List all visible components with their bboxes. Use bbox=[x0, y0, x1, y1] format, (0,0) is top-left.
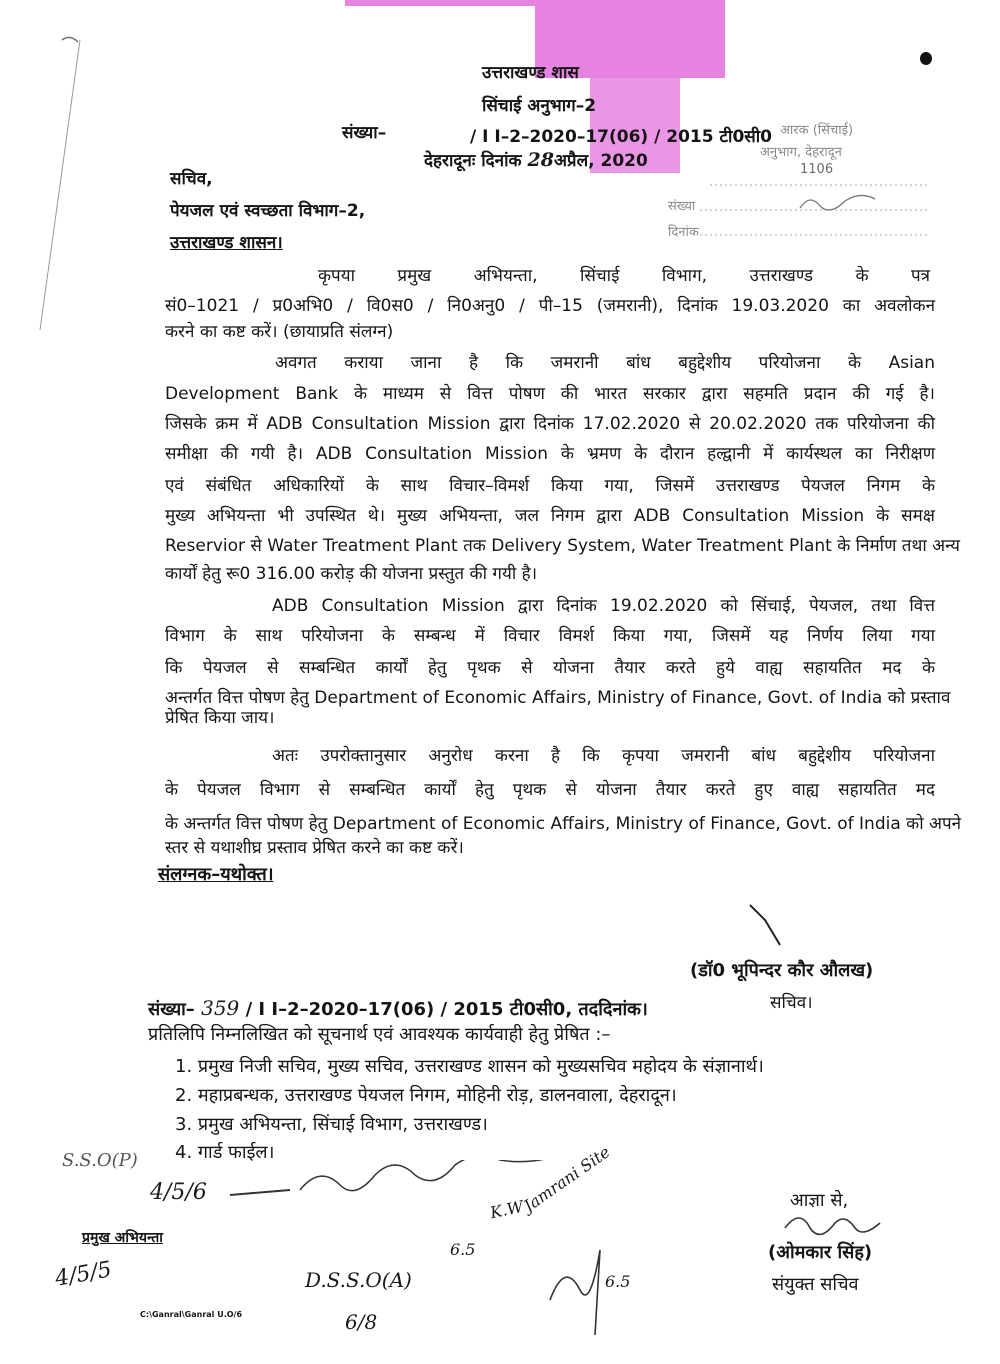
ink-dot bbox=[920, 52, 932, 65]
redaction-patch bbox=[345, 0, 535, 6]
handwritten-note: 6.5 bbox=[450, 1240, 476, 1259]
date-line bbox=[424, 148, 648, 171]
copy-intro: प्रतिलिपि निम्नलिखित को सूचनार्थ एवं आवश्यक कार्यवाही हेतु प्रेषित :– bbox=[148, 1024, 611, 1045]
handwritten-note: K.W bbox=[488, 1196, 526, 1223]
date-label: देहरादूनः दिनांक bbox=[424, 151, 522, 171]
order-designation: संयुक्त सचिव bbox=[772, 1274, 859, 1295]
p4-line: स्तर से यथाशीघ्र प्रस्ताव प्रेषित करने का कष्ट करें। bbox=[165, 838, 464, 858]
p4-line: के पेयजल विभाग से सम्बन्धित कार्यों हेतु पृथक से योजना तैयार करते हुए वाह्य सहायतित मद bbox=[165, 780, 935, 800]
handwritten-note: 6.5 bbox=[605, 1272, 631, 1291]
recipient-line-2: पेयजल एवं स्वच्छता विभाग–2, bbox=[170, 201, 366, 221]
dept-line-2: सिंचाई अनुभाग–2 bbox=[482, 96, 597, 116]
p2-line: समीक्षा की गयी है। ADB Consultation Mission के भ्रमण के दौरान हल्द्वानी में कार्यस्थल का निरीक्षण bbox=[165, 444, 935, 464]
recipient-line-3: उत्तराखण्ड शासन। bbox=[170, 233, 283, 253]
receipt-stamp-line: आरक (सिंचाई) bbox=[780, 123, 854, 138]
p2-line: मुख्य अभियन्ता भी उपस्थित थे। मुख्य अभियन्ता, जल निगम द्वारा ADB Consultation Mission के समक्ष bbox=[165, 506, 935, 526]
handwritten-strokes bbox=[540, 1250, 620, 1340]
handwritten-note: 4/5/6 bbox=[150, 1180, 207, 1205]
p3-line: विभाग के साथ परियोजना के सम्बन्ध में विचार विमर्श किया गया, जिसमें यह निर्णय लिया गया bbox=[165, 626, 935, 646]
signatory-name: (डॉ0 भूपिन्दर कौर औलख) bbox=[690, 960, 874, 981]
p4-line: के अन्तर्गत वित्त पोषण हेतु Department of Economic Affairs, Ministry of Finance, Govt. of India को अपने bbox=[165, 814, 962, 834]
recipient-line-1: सचिव, bbox=[170, 169, 213, 189]
margin-mark bbox=[0, 0, 120, 360]
p4-line: अतः उपरोक्तानुसार अनुरोध करना है कि कृपया जमरानी बांध बहुद्देशीय परियोजना bbox=[272, 746, 935, 766]
p2-line: अवगत कराया जाना है कि जमरानी बांध बहुद्देशीय परियोजना के Asian bbox=[275, 353, 935, 373]
handwritten-note: D.S.S.O(A) bbox=[305, 1268, 412, 1292]
copy-item: 1. प्रमुख निजी सचिव, मुख्य सचिव, उत्तराखण्ड शासन को मुख्यसचिव महोदय के संज्ञानार्थ। bbox=[175, 1056, 764, 1077]
handwritten-note: 6/8 bbox=[345, 1310, 378, 1334]
handwritten-note: 4/5/5 bbox=[53, 1257, 114, 1292]
p2-line: एवं संबंधित अधिकारियों के साथ विचार–विमर्श किया गया, जिसमें उत्तराखण्ड पेयजल निगम के bbox=[165, 476, 935, 496]
copy-number-handwritten: 359 bbox=[201, 996, 240, 1020]
p1-line: सं0–1021 / प्र0अभि0 / वि0स0 / नि0अनु0 / पी–15 (जमरानी), दिनांक 19.03.2020 का अवलोकन bbox=[165, 296, 935, 316]
receipt-stamp-line: 1106 bbox=[800, 162, 834, 177]
copy-item: 4. गार्ड फाईल। bbox=[175, 1142, 275, 1163]
p2-line: Development Bank के माध्यम से वित्त पोषण की भारत सरकार द्वारा सहमति प्रदान की गई है। bbox=[165, 384, 935, 404]
signature-mark bbox=[740, 900, 800, 950]
file-path: C:\Ganral\Ganral U.O/6 bbox=[140, 1310, 243, 1319]
receipt-stamp-line: संख्या bbox=[668, 199, 696, 214]
copy-item: 2. महाप्रबन्धक, उत्तराखण्ड पेयजल निगम, मोहिनी रोड़, डालनवाला, देहरादून। bbox=[175, 1085, 677, 1106]
signatory-designation: सचिव। bbox=[770, 993, 813, 1013]
date-day: 28 bbox=[527, 149, 554, 171]
receipt-stamp-line: दिनांक bbox=[668, 225, 699, 240]
enclosure-line: संलग्नक–यथोक्त। bbox=[158, 864, 274, 885]
receipt-stamp-line: अनुभाग, देहरादून bbox=[760, 145, 842, 160]
p1-line: करने का कष्ट करें। (छायाप्रति संलग्न) bbox=[165, 322, 394, 342]
copy-item: 3. प्रमुख अभियन्ता, सिंचाई विभाग, उत्तराखण्ड। bbox=[175, 1114, 488, 1135]
copy-number-line bbox=[148, 996, 648, 1021]
copy-number-rest: / I I–2–2020–17(06) / 2015 टी0सी0, तददिनांक। bbox=[245, 999, 648, 1020]
order-name: (ओमकार सिंह) bbox=[768, 1242, 873, 1263]
number-label: संख्या– bbox=[342, 123, 387, 143]
p2-line: जिसके क्रम में ADB Consultation Mission द्वारा दिनांक 17.02.2020 से 20.02.2020 तक परियोजना की bbox=[165, 414, 935, 434]
p3-line: अन्तर्गत वित्त पोषण हेतु Department of Economic Affairs, Ministry of Finance, Govt. of India को प्रस्ताव bbox=[165, 688, 951, 708]
date-rest: अप्रैल, 2020 bbox=[553, 151, 648, 171]
handwritten-note: S.S.O(P) bbox=[62, 1150, 138, 1171]
p3-line: प्रेषित किया जाय। bbox=[165, 708, 275, 728]
p1-line: कृपया प्रमुख अभियन्ता, सिंचाई विभाग, उत्तराखण्ड के पत्र bbox=[318, 266, 930, 286]
p3-line: ADB Consultation Mission द्वारा दिनांक 19.02.2020 को सिंचाई, पेयजल, तथा वित्त bbox=[272, 596, 935, 616]
dept-line-1: उत्तराखण्ड शास bbox=[482, 63, 579, 83]
letter-number: / I I–2–2020–17(06) / 2015 टी0सी0 bbox=[470, 127, 772, 147]
by-order: आज्ञा से, bbox=[790, 1190, 849, 1211]
handwritten-note: Jamrani Site bbox=[520, 1142, 614, 1216]
p3-line: कि पेयजल से सम्बन्धित कार्यों हेतु पृथक से योजना तैयार करते हुये वाह्य सहायतित मद के bbox=[165, 658, 935, 678]
chief-engineer-stamp: प्रमुख अभियन्ता bbox=[82, 1230, 163, 1246]
p2-line: Reservior से Water Treatment Plant तक Delivery System, Water Treatment Plant के निर्माण तथा अन्य bbox=[165, 536, 960, 556]
copy-number-label: संख्या– bbox=[148, 999, 195, 1020]
receipt-stamp-rules bbox=[700, 180, 940, 240]
p2-line: कार्यों हेतु रू0 316.00 करोड़ की योजना प्रस्तुत की गयी है। bbox=[165, 564, 538, 584]
